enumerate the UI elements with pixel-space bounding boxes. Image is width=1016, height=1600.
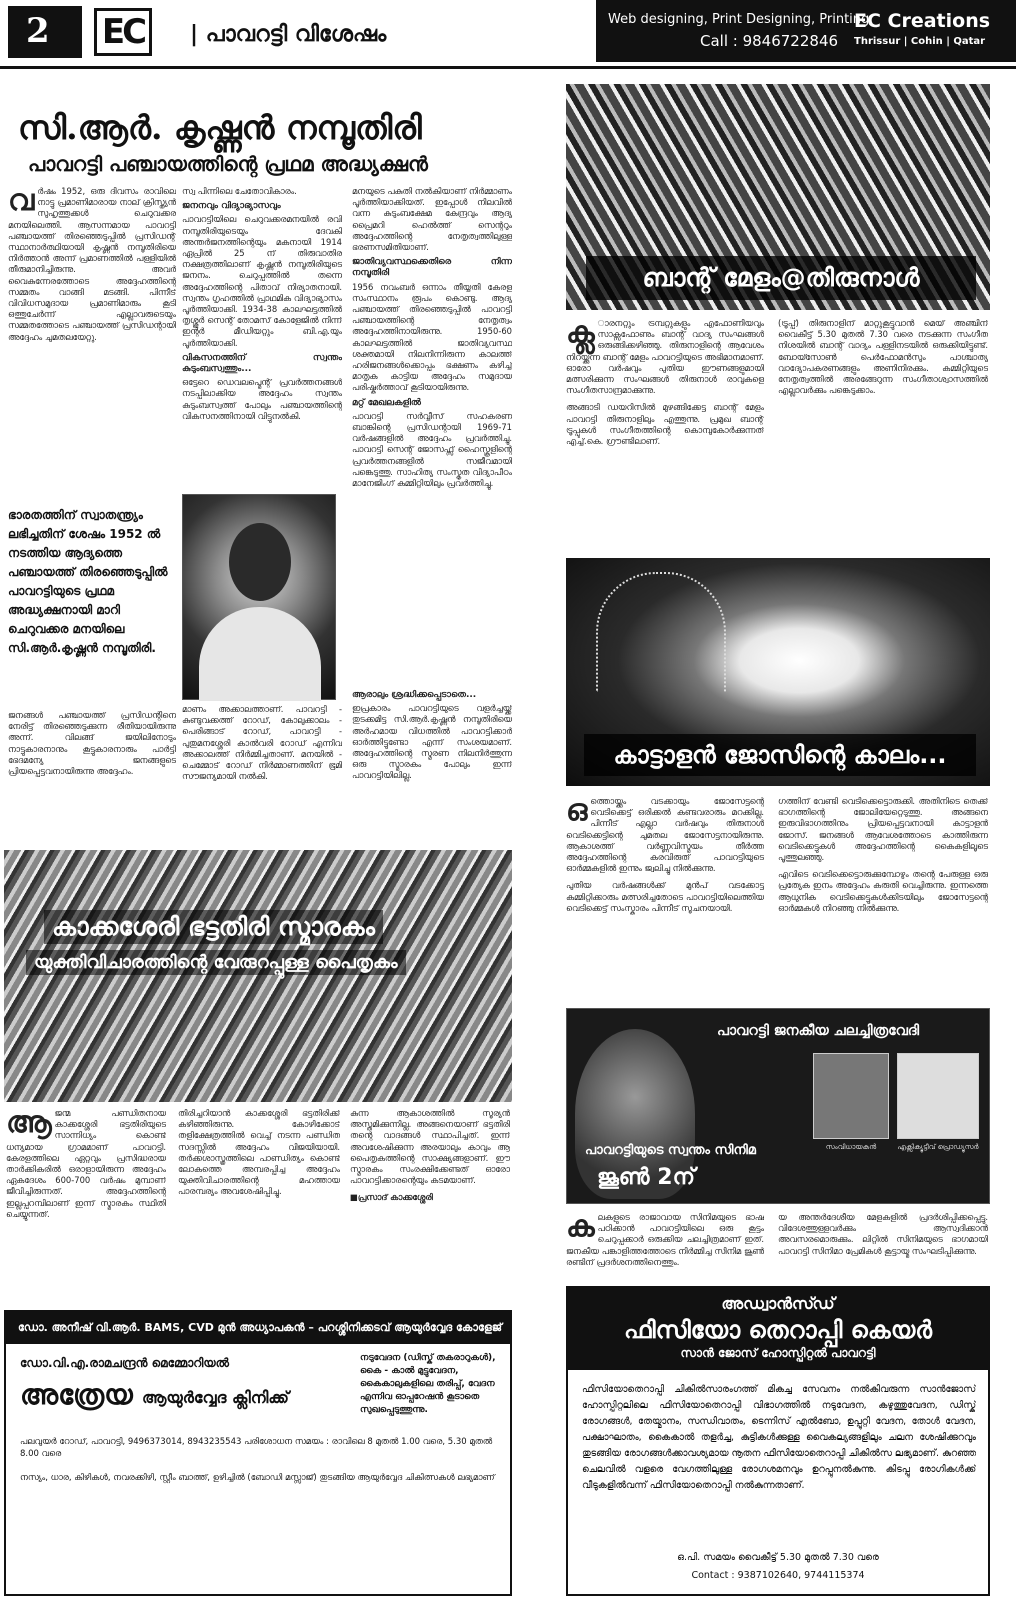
fireworks-dropcap: ഒ xyxy=(566,796,588,828)
lead-col-2 xyxy=(182,186,342,492)
lead-bottom-mid: മാണം അക്കാലത്താണ്. പാവറട്ടി - കുണ്ടുവക്കത്ത് റോഡ്, കോലുക്കാലം - പെരിങ്ങാട് റോഡ്, പാവറട്ടി - പുതുമനശ്ശേരി കാൽവരി റോഡ് എന്നിവ അക്കാലത്ത് നിർമ്മിച്ചതാണ്. മനയിൽ - ചെമ്മോട് റോഡ് നിർമ്മാണത്തിന് ഭൂമി സൗജന്യമായി നൽകി. xyxy=(182,704,342,782)
lead-col-2-sub2: വികസനത്തിന് സ്വന്തം കുടുംബസ്വത്തും... xyxy=(182,352,342,375)
page-header xyxy=(0,0,1016,62)
physio-contact: Contact : 9387102640, 9744115374 xyxy=(691,1570,865,1581)
band-photo xyxy=(566,84,990,310)
band-col-1 xyxy=(566,318,764,520)
fireworks-col-2-text2: എവിടെ വെടിക്കെട്ടൊരുക്കുമ്പോഴും തന്റെ പേരുള്ള ഒരു പ്രത്യേക ഇനം അദ്ദേഹം കരുതി വെച്ചിരുന്നു. ഇന്നത്തെ ആധുനിക വെടിക്കെട്ടുകൾക്കിടയിലും ജോസേട്ടന്റെ ഓർമ്മകൾ നിറഞ്ഞു നിൽക്കുന്നു. xyxy=(778,869,988,913)
lead-col-2-text: സ്വ പിന്നിലെ ചേതോവികാരം. xyxy=(182,186,297,196)
person1-photo xyxy=(813,1053,889,1139)
lead-col-3-text: മനയുടെ പകുതി നൽകിയാണ് നിർമ്മാണം പൂർത്തിയാക്കിയത്. ഇപ്പോൾ നിലവിൽ വന്ന കുടുംബക്ഷേമ കേന്ദ്രവും ആദ്യ പ്രൈമറി ഹെൽത്ത് സെന്ററും അദ്ദേഹത്തിന്റെ നേതൃത്വത്തിലുള്ള ഭരണസമിതിയാണ്. xyxy=(352,186,512,253)
kakkassery-photo xyxy=(4,850,512,1102)
fireworks-col-2-text: ഗത്തിന് വേണ്ടി വെടിക്കെട്ടൊരുക്കി. അതിനിടെ തെക്ക് ഭാഗത്തിന്റെ ജോലിയേറ്റെടുത്തു. അങ്ങനെ ഇരുവിഭാഗത്തിനും പ്രിയപ്പെട്ടവനായി കാട്ടാളൻ ജോസ്. ജനങ്ങൾ ആവേശത്തോടെ കാത്തിരുന്ന വെടിക്കെട്ടുകൾ അദ്ദേഹത്തിന്റെ കൈകളിലൂടെ പൂത്തുലഞ്ഞു. xyxy=(778,796,988,863)
physio-title-2: ഫിസിയോ തെറാപ്പി കെയർ xyxy=(623,1316,933,1344)
kakkassery-title-2: യുക്തിവിചാരത്തിന്റെ വേരുറപ്പുള്ള പൈതൃകം xyxy=(26,950,406,975)
kakkassery-col-1-text: ജന്മ പണ്ഡിതനായ കാക്കശ്ശേരി ഭട്ടതിരിയുടെ സാന്നിധ്യം കൊണ്ട് ധന്യമായ ഗ്രാമമാണ് പാവറട്ടി. കേരളത്തിലെ ഏറ്റവും പ്രസിദ്ധരായ താർക്കികരിൽ ഒരാളായിരുന്ന അദ്ദേഹം ഏകദേശം 600-700 വർഷം മുമ്പാണ് ജീവിച്ചിരുന്നത്. അദ്ദേഹത്തിന്റെ ഇല്ലപ്പറമ്പിലാണ് ഇന്ന് സ്മാരകം സ്ഥിതി ചെയ്യുന്നത്. xyxy=(6,1108,166,1219)
header-ad-services: Web designing, Print Designing, Printing xyxy=(608,12,870,27)
physio-title-3: സാൻ ജോസ് ഹോസ്പിറ്റൽ പാവറട്ടി xyxy=(680,1346,876,1360)
lead-bottom-right-sub: ആരാലും ശ്രദ്ധിക്കപ്പെടാതെ... xyxy=(352,690,477,700)
fireworks-photo xyxy=(566,558,990,786)
person2-photo xyxy=(897,1053,979,1139)
film-org: പാവറട്ടി ജനകീയ ചലച്ചിത്രവേദി xyxy=(717,1023,920,1039)
ayurveda-clinic: ആയുർവ്വേദ ക്ലിനിക്ക് xyxy=(142,1388,289,1407)
lead-col-3-text3: പാവറട്ടി സർവ്വീസ് സഹകരണ ബാങ്കിന്റെ പ്രസിഡന്റായി 1969-71 വർഷങ്ങളിൽ അദ്ദേഹം പ്രവർത്തിച്ചു. പാവറട്ടി സെന്റ് ജോസഫ്സ് ഹൈസ്കൂളിന്റെ പ്രവർത്തനങ്ങളിൽ സജീവമായി പങ്കെടുത്തു. സാഹിത്യ സംസ്കൃത വിദ്യാപീഠം മാനേജിംഗ് കമ്മിറ്റിയിലും പ്രവർത്തിച്ചു. xyxy=(352,410,512,489)
kakkassery-col-3 xyxy=(350,1108,510,1304)
ayurveda-doctor-line: ഡോ. അനീഷ് വി.ആർ. BAMS, CVD മുൻ അധ്യാപകൻ – പറശ്ശിനിക്കടവ് ആയുർവ്വേദ കോളേജ് xyxy=(6,1312,510,1344)
lead-dropcap: വ xyxy=(8,186,35,218)
lead-col-2-text2: പാവറട്ടിയിലെ ചെറുവക്കരമനയിൽ രവി നമ്പൂതിരിയുടെയും ദേവകി അന്തർജനത്തിന്റെയും മകനായി 1914 ഏപ്രിൽ 25 ന് തിരുവാതിര നക്ഷത്രത്തിലാണ് കൃഷ്ണൻ നമ്പൂതിരിയുടെ ജനനം. ചെറുപ്പത്തിൽ തന്നെ അദ്ദേഹത്തിന്റെ പിതാവ് നിര്യാതനായി. സ്വന്തം ഗൃഹത്തിൽ പ്രാഥമിക വിദ്യാഭ്യാസം പൂർത്തിയാക്കി. 1934-38 കാലഘട്ടത്തിൽ തൃശ്ശൂർ സെന്റ് തോമസ് കോളേജിൽ നിന്ന് ഇന്റർ മീഡിയറ്റും ബി.എ.യും പൂർത്തിയാക്കി. xyxy=(182,214,342,348)
lead-col-3 xyxy=(352,186,512,684)
fireworks-col-1-text2: പുതിയ വർഷങ്ങൾക്ക് മുൻപ് വടക്കോട്ട കമ്മിറ്റിക്കാരും മത്സരിച്ചതോടെ പാവറട്ടിയിലെത്തിയ വെടിക്കെട്ട് സംസ്കാരം പിന്നീട് സൂചനയായി. xyxy=(566,880,764,913)
temple-lights xyxy=(596,572,726,692)
page-number: 2 xyxy=(8,6,82,58)
portrait-head-shape xyxy=(229,523,291,601)
lead-headline: സി.ആർ. കൃഷ്ണൻ നമ്പൂതിരി xyxy=(18,108,422,147)
person1-caption: സംവിധായകൻ xyxy=(825,1143,877,1151)
ec-logo-text: EC xyxy=(101,12,145,52)
header-ad-call: Call : 9846722846 xyxy=(700,32,839,50)
physio-title-1: അഡ്വാൻസ്ഡ് xyxy=(721,1294,835,1313)
physio-header xyxy=(568,1288,988,1370)
kakkassery-title-1: കാക്കശേരി ഭട്ടതിരി സ്മാരകം xyxy=(44,910,383,944)
physio-body: ഫിസിയോതെറാപ്പി ചികിൽസാരംഗത്ത് മികച്ച സേവനം നൽകിവരുന്ന സാൻജോസ് ഹോസ്പിറ്റലിലെ ഫിസിയോതെറാപ്പി വിഭാഗത്തിൽ നടുവേദന, കഴുത്തുവേദന, ഡിസ്ക് രോഗങ്ങൾ, തേയ്മാനം, സന്ധിവാതം, ടെന്നിസ് എൽബോ, ഉപ്പൂറ്റി വേദന, തോൾ വേദന, പക്ഷാഘാതം, കൈകാൽ തളർച്ച, കുട്ടികൾക്കുള്ള വൈകല്യങ്ങളിലും ചലന ശേഷിക്കുറവും തുടങ്ങിയ രോഗങ്ങൾക്കാവശ്യമായ നൂതന ഫിസിയോതെറാപ്പി ചികിൽസ ലഭ്യമാണ്. കുറഞ്ഞ ചെലവിൽ വളരെ വേഗത്തിലുള്ള രോഗശമനവും ഉറപ്പുനൽകുന്നു. കിടപ്പു രോഗികൾക്ക് വീടുകളിൽവന്ന് ഫിസിയോതെറാപ്പി നൽകുന്നതാണ്. xyxy=(582,1384,976,1491)
lead-col-3-sub2: മറ്റ് മേഖലകളിൽ xyxy=(352,397,421,408)
film-col-2: യ അന്തർദേശീയ മേളകളിൽ പ്രദർശിപ്പിക്കപ്പെട്ടു. വിദേശത്തുള്ളവർക്കും ആസ്വദിക്കാൻ അവസരമൊരുക്കും. ലിറ്റിൽ സിനിമയുടെ ഭാഗമായി പാവറട്ടി സിനിമാ പ്രേമികൾ കൂട്ടായ്മ സംഘടിപ്പിക്കുന്നു. xyxy=(778,1212,988,1256)
film-ad xyxy=(566,1008,990,1204)
header-ad xyxy=(596,0,1016,62)
film-col-1-text: ലകളുടെ രാജാവായ സിനിമയുടെ ഭാഷ പഠിക്കാൻ പാവറട്ടിയിലെ ഒരു കൂട്ടം ചെറുപ്പക്കാർ ഒരുക്കിയ ചലച്ചിത്രമാണ് ഇത്. ജനകീയ പങ്കാളിത്തത്തോടെ നിർമ്മിച്ച സിനിമ ജൂൺ രണ്ടിന് പ്രദർശനത്തിനെത്തും. xyxy=(566,1212,764,1267)
lead-col-3-text2: 1956 നവംബർ ഒന്നാം തീയ്യതി കേരള സംസ്ഥാനം രൂപം കൊണ്ടു. ആദ്യ പഞ്ചായത്ത് തിരഞ്ഞെടുപ്പിൽ പാവറട്ടി പഞ്ചായത്തിന്റെ നേതൃത്വം അദ്ദേഹത്തിനായിരുന്നു. 1950-60 കാലഘട്ടത്തിൽ ജാതിവ്യവസ്ഥ ശക്തമായി നിലനിന്നിരുന്ന കാലത്ത് ഹരിജനങ്ങൾക്കൊപ്പം ഭക്ഷണം കഴിച്ച് മാതൃക കാട്ടിയ അദ്ദേഹം സമുദായ പരിഷ്കർത്താവ് കൂടിയായിരുന്നു. xyxy=(352,281,512,393)
band-banner: ബാന്റ് മേളം@തിരുനാൾ xyxy=(586,256,976,300)
band-col-2: (ട്രൂപ്പ്) തിരുനാളിന് മാറ്റുകൂട്ടുവാൻ മെയ് അഞ്ചിന് വൈകീട്ട് 5.30 മുതൽ 7.30 വരെ നടക്കുന്ന സംഗീത നിശയിൽ ബാന്റ് വാദ്യം പള്ളിനടയിൽ ഒരുക്കിയിട്ടുണ്ട്. ബോയ്സോൺ പെർഫോമൻസും പാശ്ചാത്യ വാദ്യോപകരണങ്ങളും അണിനിരക്കും. കമ്മിറ്റിയുടെ നേതൃത്വത്തിൽ അരങ്ങേറുന്ന സംഗീതാശ്വാസത്തിൽ എല്ലാവർക്കും പങ്കെടുക്കാം. xyxy=(778,318,988,396)
lead-col-1-text: ർഷം 1952, ഒരു ദിവസം രാവിലെ നാട്ടു പ്രമാണിമാരായ നാല് ക്രിസ്ത്യൻ സുഹൃത്തുക്കൾ ചെറുവക്കര മനയിലെത്തി. ആസന്നമായ പാവറട്ടി പഞ്ചായത്ത് തിരഞ്ഞെടുപ്പിൽ പ്രസിഡന്റ് സ്ഥാനാർത്ഥിയായി കൃഷ്ണൻ നമ്പൂതിരിയെ നിർത്താൻ അന്ന് പ്രമാണത്തിൽ പള്ളിയിൽ തീരുമാനിച്ചിരുന്നു. അവർ വൈകുന്നേരത്തോടെ അദ്ദേഹത്തിന്റെ സമ്മതം വാങ്ങി മടങ്ങി. പിന്നീട് വിവിധസമുദായ പ്രമാണിമാരും കൂടി ഒത്തുചേർന്ന് എല്ലാവരുടെയും സമ്മതത്തോടെ പഞ്ചായത്ത് പ്രസിഡന്റായി അദ്ദേഹം ചുമതലയേറ്റു. xyxy=(8,186,176,342)
physio-hours: ഒ.പി. സമയം വൈകീട്ട് 5.30 മുതൽ 7.30 വരെ xyxy=(677,1552,879,1563)
ayurveda-ad xyxy=(4,1310,512,1596)
header-ad-locations: Thrissur | Cohin | Qatar xyxy=(854,36,986,47)
fireworks-col-2 xyxy=(778,796,988,972)
band-col-1-text2: അങ്ങാടി ഡയറിസിൽ മുഴങ്ങിക്കേട്ട ബാന്റ് മേളം പാവറട്ടി തിരുനാളിലും എത്തുന്നു. പ്രമുഖ ബാന്റ് ട്രൂപ്പുകൾ സംഗീതത്തിന്റെ കൊമ്പുകോർക്കുന്നത് എച്ച്.കെ. ഗ്രൗണ്ടിലാണ്. xyxy=(566,402,764,447)
film-dropcap: ക xyxy=(566,1212,595,1244)
film-tagline: പാവറട്ടിയുടെ സ്വന്തം സിനിമ xyxy=(585,1143,756,1158)
film-col-1 xyxy=(566,1212,764,1272)
kakkassery-dropcap: ആ xyxy=(6,1108,52,1140)
header-ad-brand: EC Creations xyxy=(854,10,991,32)
lead-col-2-text3: ഒട്ടേറെ ഡെവലപ്മെന്റ് പ്രവർത്തനങ്ങൾ നടപ്പിലാക്കിയ അദ്ദേഹം സ്വന്തം കുടുംബസ്വത്ത് പോലും പഞ്ചായത്തിന്റെ വികസനത്തിനായി വിട്ടുനൽകി. xyxy=(182,377,342,421)
lead-pull-quote: ഭാരതത്തിന് സ്വാതന്ത്ര്യം ലഭിച്ചതിന് ശേഷം 1952 ൽ നടത്തിയ ആദ്യത്തെ പഞ്ചായത്ത് തിരഞ്ഞെടുപ്പിൽ പാവറട്ടിയുടെ പ്രഥമ അദ്ധ്യക്ഷനായി മാറി ചെറുവക്കര മനയിലെ സി.ആർ.കൃഷ്ണൻ നമ്പൂതിരി. xyxy=(8,508,168,655)
film-release: ജൂൺ 2ന് xyxy=(597,1165,695,1190)
ec-logo xyxy=(94,8,152,56)
ayurveda-address: പലവുയർ റോഡ്, പാവറട്ടി, 9496373014, 8943235543 പരിശോധന സമയം : രാവിലെ 8 മുതൽ 1.00 വരെ, 5.30 മുതൽ 8.00 വരെ xyxy=(20,1437,493,1459)
section-title: | പാവറട്ടി വിശേഷം xyxy=(190,22,387,47)
lead-bottom-left: ജനങ്ങൾ പഞ്ചായത്ത് പ്രസിഡന്റിനെ നേരിട്ട് തിരഞ്ഞെടുക്കുന്ന രീതിയായിരുന്നു അന്ന്. വിലങ്ങ് ജയിലിനോടും നാട്ടുകാരനാനും കൂട്ടുകാരനാരും പാർട്ടി ഭേദമന്യേ ജനങ്ങളുടെ പ്രിയപ്പെട്ടവനായിരുന്നു അദ്ദേഹം. xyxy=(8,710,176,777)
physio-ad xyxy=(566,1286,990,1596)
ayurveda-brand: അത്രേയ xyxy=(20,1378,133,1411)
fireworks-col-1-text: ത്തൊയ്ക്കും വടക്കായും ജോസേട്ടന്റെ വെടിക്കെട്ട് ഒരിക്കൽ കണ്ടവരാരും മറക്കില്ല. പിന്നീട് എല്ലാ വർഷവും തിരുനാൾ വെടിക്കെട്ടിന്റെ ചുമതല ജോസേട്ടനായിരുന്നു. ആകാശത്ത് വർണ്ണവിസ്മയം തീർത്ത അദ്ദേഹത്തിന്റെ കരവിരുത് പാവറട്ടിയുടെ ഓർമ്മകളിൽ ഇന്നും ജ്വലിച്ചു നിൽക്കുന്നു. xyxy=(566,796,764,874)
band-col-1-text: ാരനറ്റും ട്രമ്പറ്റുകളും എഫോണിയവും സാക്സഫോണും ബാന്റ് വാദ്യ സംഘങ്ങൾ ഒരുങ്ങിക്കഴിഞ്ഞു. തിരുനാളിന്റെ ആവേശം നിറയ്ക്കുന്ന ബാന്റ് മേളം പാവറട്ടിയുടെ അഭിമാനമാണ്. ഓരോ വർഷവും പുതിയ ഈണങ്ങളുമായി മത്സരിക്കുന്ന സംഘങ്ങൾ തിരുനാൾ രാവുകളെ സംഗീതസാന്ദ്രമാക്കുന്നു. xyxy=(566,318,764,396)
lead-bottom-right-text: ഇപ്രകാരം പാവറട്ടിയുടെ വളർച്ചയ്ക്ക് തുടക്കമിട്ട സി.ആർ.കൃഷ്ണൻ നമ്പൂതിരിയെ അർഹമായ വിധത്തിൽ പാവറട്ടിക്കാർ ഓർത്തിട്ടുണ്ടോ എന്ന് സംശയമാണ്. അദ്ദേഹത്തിന്റെ സ്മരണ നിലനിർത്തുന്ന ഒരു സ്മാരകം പോലും ഇന്ന് പാവറട്ടിയിലില്ല. xyxy=(352,703,512,781)
fireworks-banner: കാട്ടാളൻ ജോസിന്റെ കാലം... xyxy=(584,734,976,776)
ayurveda-services: നസ്യം, ധാര, കിഴികൾ, നവരക്കിഴി, സ്റ്റീം ബാത്ത്, ഉഴിച്ചിൽ (ബോഡി മസ്സാജ്) തുടങ്ങിയ ആയുർവ്വേദ ചികിത്സകൾ ലഭ്യമാണ് xyxy=(20,1473,495,1483)
kakkassery-title-box xyxy=(26,910,476,990)
kakkassery-col-2: തിരിച്ചറിയാൻ കാക്കശ്ശേരി ഭട്ടതിരിക്ക് കഴിഞ്ഞിരുന്നു. കോഴിക്കോട് തളിക്ഷേത്രത്തിൽ വെച്ച് നടന്ന പണ്ഡിത സദസ്സിൽ അദ്ദേഹം വിജയിയായി. തർക്കശാസ്ത്രത്തിലെ പാണ്ഡിത്യം കൊണ്ട് ലോകത്തെ അമ്പരപ്പിച്ച അദ്ദേഹം യുക്തിവിചാരത്തിന്റെ മഹത്തായ പാരമ്പര്യം അവശേഷിപ്പിച്ചു. xyxy=(178,1108,340,1197)
band-dropcap: ക്ല xyxy=(566,318,595,350)
person2-caption: എക്സിക്യൂട്ടീവ് പ്രൊഡ്യൂസർ xyxy=(897,1143,979,1151)
kakkassery-col-1 xyxy=(6,1108,166,1304)
kakkassery-byline: ■പ്രസാദ് കാക്കശ്ശേരി xyxy=(350,1192,433,1203)
ayurveda-memorial: ഡോ.വി.എ.രാമചന്ദ്രൻ മെമ്മോറിയൽ xyxy=(20,1356,229,1370)
header-rule xyxy=(0,66,1016,69)
kakkassery-col-3-text: കുന്ന ആകാശത്തിൽ സൂര്യൻ അസ്തമിക്കുന്നില്ല. അങ്ങനെയാണ് ഭട്ടതിരി തന്റെ വാദങ്ങൾ സ്ഥാപിച്ചത്. ഇന്ന് അവശേഷിക്കുന്ന അരയാലും കാവും ആ പൈതൃകത്തിന്റെ സാക്ഷ്യങ്ങളാണ്. ഈ സ്മാരകം സംരക്ഷിക്കേണ്ടത് ഓരോ പാവറട്ടിക്കാരന്റെയും കടമയാണ്. xyxy=(350,1108,510,1186)
lead-subheadline: പാവറട്ടി പഞ്ചായത്തിന്റെ പ്രഥമ അദ്ധ്യക്ഷൻ xyxy=(28,152,428,176)
lead-bottom-right xyxy=(352,686,512,810)
ayurveda-treatments: നടുവേദന (ഡിസ്ക് തകരാറുകൾ), കൈ - കാൽ മുട്ടുവേദന, കൈകാലുകളിലെ തരിപ്പ്, വേദന എന്നിവ ഓപ്പറേഷൻ കൂടാതെ സുഖപ്പെടുത്തുന്നു. xyxy=(360,1353,496,1415)
portrait-shoulders-shape xyxy=(199,607,321,701)
krishnan-namboothiri-portrait xyxy=(182,494,336,700)
lead-col-3-sub1: ജാതിവ്യവസ്ഥക്കെതിരെ നിന്ന നമ്പൂതിരി xyxy=(352,257,512,279)
fireworks-col-1 xyxy=(566,796,764,972)
lead-col-1 xyxy=(8,186,176,504)
lead-col-2-sub1: ജനനവും വിദ്യാഭ്യാസവും xyxy=(182,201,281,212)
